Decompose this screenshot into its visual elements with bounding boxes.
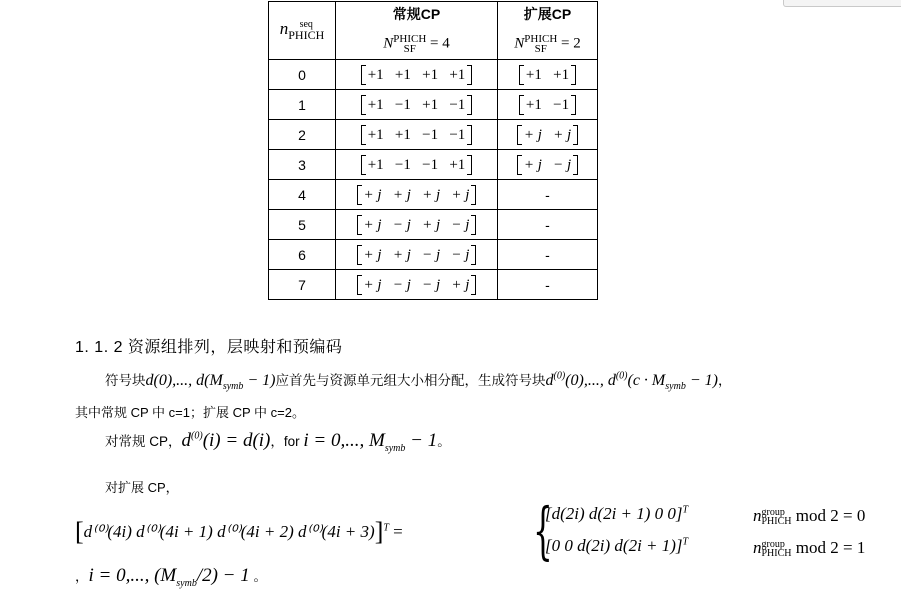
- section-heading: 1. 1. 2 资源组排列，层映射和预编码: [75, 339, 343, 356]
- extended-cp-sequence: + j − j: [517, 155, 578, 175]
- extended-cp-sequence: +1 +1: [519, 65, 576, 85]
- table-row: [269, 90, 598, 120]
- normal-cp-header: [336, 2, 498, 60]
- table-row: [269, 240, 598, 270]
- seq-index-header: n seq PHICH: [269, 2, 336, 60]
- table-header-row: [269, 2, 598, 60]
- normal-cp-sequence: + j + j + j + j: [357, 185, 477, 205]
- table-row: [269, 60, 598, 90]
- extended-cp-empty: -: [498, 270, 598, 300]
- seq-index: 1: [269, 90, 336, 120]
- equation-brace: {: [533, 494, 553, 567]
- extended-cp-header: [498, 2, 598, 60]
- equation-case-even: [d(2i) d(2i + 1) 0 0]$^T$: [545, 504, 689, 523]
- normal-cp-sf: N PHICH SF = 4: [383, 32, 450, 55]
- seq-index: 6: [269, 240, 336, 270]
- paragraph-c-values: 其中常规 CP 中 c=1；扩展 CP 中 c=2。: [75, 405, 305, 420]
- equation-condition-odd: n group PHICH mod 2 = 1: [753, 538, 866, 560]
- normal-cp-sequence: + j + j − j − j: [357, 245, 477, 265]
- paragraph-normal-cp: 对常规 CP，$d^{(0)}(i) = d(i)$，for i = 0,..., $M_{symb} - 1$。: [105, 430, 451, 454]
- table-row: [269, 120, 598, 150]
- normal-cp-sequence: +1 −1 +1 −1: [361, 95, 473, 115]
- seq-index: 5: [269, 210, 336, 240]
- extended-cp-sequence: + j + j: [517, 125, 578, 145]
- normal-cp-sequence: +1 +1 +1 +1: [361, 65, 473, 85]
- seq-index: 7: [269, 270, 336, 300]
- table-row: [269, 180, 598, 210]
- phich-sequence-table: [268, 1, 598, 300]
- paragraph-index-range: ，i = 0,..., $(M_{symb}/2) - 1$ 。: [75, 565, 268, 589]
- ruler-tab-artifact: [783, 0, 901, 7]
- normal-cp-title: 常规CP: [392, 5, 441, 22]
- seq-index: 2: [269, 120, 336, 150]
- extended-cp-equation: [75, 494, 866, 567]
- normal-cp-sequence: + j − j − j + j: [357, 275, 477, 295]
- extended-cp-sf: N PHICH SF = 2: [514, 32, 581, 55]
- equation-lhs: [d⁽⁰⁾(4i) d⁽⁰⁾(4i + 1) d⁽⁰⁾(4i + 2) d⁽⁰⁾(4i + 3)]$^T$ =: [75, 517, 403, 546]
- extended-cp-empty: -: [498, 240, 598, 270]
- seq-index: 0: [269, 60, 336, 90]
- paragraph-extended-cp: 对扩展 CP，: [105, 480, 179, 495]
- extended-cp-empty: -: [498, 210, 598, 240]
- normal-cp-sequence: +1 +1 −1 −1: [361, 125, 473, 145]
- extended-cp-sequence: +1 −1: [519, 95, 576, 115]
- normal-cp-sequence: + j − j + j − j: [357, 215, 477, 235]
- seq-index: 3: [269, 150, 336, 180]
- paragraph-symbol-block: 符号块d(0),..., $d(M_{symb} - 1)$应首先与资源单元组大小相分配，生成符号块$d^{(0)}(0)$,..., $d^{(0)}(c \cdot M_{symb} - 1)$，: [105, 370, 732, 393]
- normal-cp-sequence: +1 −1 −1 +1: [361, 155, 473, 175]
- equation-case-odd: [0 0 d(2i) d(2i + 1)]$^T$: [545, 536, 689, 555]
- equation-condition-even: n group PHICH mod 2 = 0: [753, 506, 866, 528]
- table-row: [269, 150, 598, 180]
- table-row: [269, 210, 598, 240]
- seq-index: 4: [269, 180, 336, 210]
- table-row: [269, 270, 598, 300]
- extended-cp-title: 扩展CP: [523, 5, 572, 22]
- extended-cp-empty: -: [498, 180, 598, 210]
